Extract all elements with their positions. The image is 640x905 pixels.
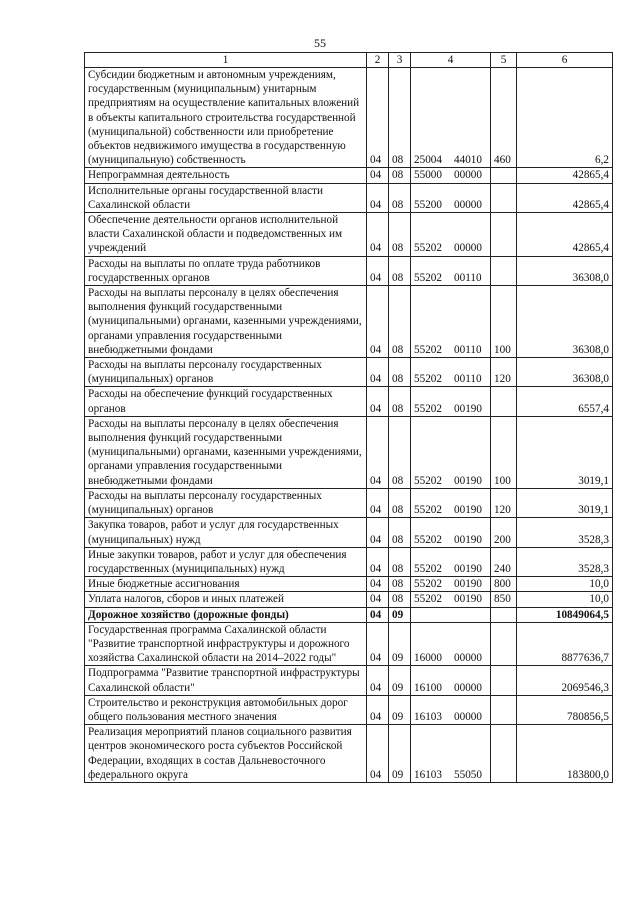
row-csr-program-code: 16103	[414, 710, 442, 723]
row-sum-cell: 3019,1	[517, 488, 613, 517]
row-prz-cell: 08	[389, 488, 411, 517]
row-sum-cell: 6,2	[517, 68, 613, 168]
row-csr-direction-code: 00190	[454, 562, 482, 575]
row-sum-cell: 10849064,5	[517, 607, 613, 622]
row-name-cell: Закупка товаров, работ и услуг для государственных (муниципальных) нужд	[85, 518, 367, 547]
row-vr-cell	[491, 695, 517, 724]
row-prz-cell: 08	[389, 213, 411, 257]
row-csr-direction-code: 00190	[454, 578, 482, 591]
table-row	[85, 358, 613, 387]
row-csr-cell	[411, 168, 491, 183]
table-row	[85, 592, 613, 607]
row-prz-cell: 09	[389, 607, 411, 622]
row-sum-cell: 6557,4	[517, 387, 613, 416]
row-prz-cell: 08	[389, 183, 411, 212]
row-csr-program-code: 55202	[414, 474, 442, 487]
row-vr-cell	[491, 666, 517, 695]
row-name-cell: Подпрограмма "Развитие транспортной инфраструктуры Сахалинской области"	[85, 666, 367, 695]
row-csr-program-code: 16100	[414, 681, 442, 694]
row-csr-direction-code: 00190	[454, 504, 482, 517]
row-prz-cell: 09	[389, 666, 411, 695]
table-row	[85, 183, 613, 212]
row-rz-cell: 04	[367, 416, 389, 488]
row-csr-program-code: 55202	[414, 343, 442, 356]
row-csr-program-code: 55202	[414, 504, 442, 517]
row-vr-cell: 100	[491, 416, 517, 488]
row-rz-cell: 04	[367, 592, 389, 607]
row-csr-cell	[411, 488, 491, 517]
row-vr-cell: 120	[491, 488, 517, 517]
row-csr-cell	[411, 725, 491, 783]
table-row	[85, 68, 613, 168]
row-vr-cell	[491, 168, 517, 183]
row-sum-cell: 780856,5	[517, 695, 613, 724]
row-csr-cell	[411, 518, 491, 547]
row-csr-direction-code: 00000	[454, 169, 482, 182]
row-rz-cell: 04	[367, 387, 389, 416]
table-row	[85, 213, 613, 257]
row-csr-direction-code: 55050	[454, 768, 482, 781]
table-header-row	[85, 53, 613, 68]
row-prz-cell: 08	[389, 387, 411, 416]
row-name-cell: Расходы на выплаты персоналу в целях обеспечения выполнения функций государственными (муниципальными) органами, казенными учреждениями, органами управления государственными внебюджетными фондами	[85, 416, 367, 488]
row-csr-cell	[411, 547, 491, 576]
row-csr-program-code: 25004	[414, 154, 442, 167]
row-csr-direction-code: 00000	[454, 681, 482, 694]
row-prz-cell: 08	[389, 286, 411, 358]
row-csr-cell	[411, 622, 491, 666]
row-name-cell: Обеспечение деятельности органов исполнительной власти Сахалинской области и подведомственных им учреждений	[85, 213, 367, 257]
row-prz-cell: 09	[389, 695, 411, 724]
row-prz-cell: 09	[389, 622, 411, 666]
row-vr-cell	[491, 213, 517, 257]
row-prz-cell: 08	[389, 68, 411, 168]
row-rz-cell: 04	[367, 518, 389, 547]
row-name-cell: Реализация мероприятий планов социального развития центров экономического роста субъектов Российской Федерации, входящих в состав Дальневосточного федерального округа	[85, 725, 367, 783]
row-csr-cell	[411, 256, 491, 285]
row-sum-cell: 36308,0	[517, 358, 613, 387]
row-csr-direction-code: 00000	[454, 242, 482, 255]
row-csr-direction-code: 00190	[454, 474, 482, 487]
table-body	[85, 68, 613, 783]
row-name-cell: Государственная программа Сахалинской области "Развитие транспортной инфраструктуры и дорожного хозяйства Сахалинской области на 2014–2022 годы"	[85, 622, 367, 666]
row-vr-cell	[491, 622, 517, 666]
row-csr-cell	[411, 183, 491, 212]
row-prz-cell: 08	[389, 518, 411, 547]
table-row	[85, 416, 613, 488]
row-name-cell: Иные бюджетные ассигнования	[85, 577, 367, 592]
row-rz-cell: 04	[367, 256, 389, 285]
row-vr-cell	[491, 256, 517, 285]
row-vr-cell: 800	[491, 577, 517, 592]
row-name-cell: Расходы на выплаты персоналу в целях обеспечения выполнения функций государственными (муниципальными) органами, казенными учреждениями, органами управления государственными внебюджетными фондами	[85, 286, 367, 358]
row-vr-cell: 100	[491, 286, 517, 358]
table-row	[85, 666, 613, 695]
row-csr-program-code: 16000	[414, 652, 442, 665]
row-csr-direction-code: 00000	[454, 198, 482, 211]
table-row	[85, 488, 613, 517]
row-sum-cell: 10,0	[517, 592, 613, 607]
row-csr-program-code: 55202	[414, 533, 442, 546]
row-name-cell: Расходы на выплаты по оплате труда работников государственных органов	[85, 256, 367, 285]
row-csr-cell	[411, 286, 491, 358]
row-sum-cell: 42865,4	[517, 183, 613, 212]
header-col-6: 6	[517, 53, 613, 68]
row-sum-cell: 42865,4	[517, 213, 613, 257]
row-rz-cell: 04	[367, 68, 389, 168]
row-csr-program-code: 55202	[414, 271, 442, 284]
row-csr-program-code: 55202	[414, 402, 442, 415]
table-row	[85, 518, 613, 547]
row-rz-cell: 04	[367, 725, 389, 783]
row-vr-cell: 120	[491, 358, 517, 387]
table-row	[85, 168, 613, 183]
row-csr-program-code: 55202	[414, 242, 442, 255]
table-row	[85, 256, 613, 285]
row-rz-cell: 04	[367, 168, 389, 183]
row-vr-cell: 240	[491, 547, 517, 576]
row-sum-cell: 3528,3	[517, 547, 613, 576]
page-number: 55	[314, 36, 326, 50]
row-rz-cell: 04	[367, 183, 389, 212]
row-csr-direction-code: 00000	[454, 652, 482, 665]
table-row	[85, 607, 613, 622]
row-prz-cell: 08	[389, 416, 411, 488]
row-vr-cell: 850	[491, 592, 517, 607]
row-prz-cell: 08	[389, 358, 411, 387]
row-sum-cell: 2069546,3	[517, 666, 613, 695]
row-csr-program-code: 55200	[414, 198, 442, 211]
row-csr-cell	[411, 666, 491, 695]
row-csr-program-code: 16103	[414, 768, 442, 781]
table-row	[85, 725, 613, 783]
row-csr-cell	[411, 592, 491, 607]
table-row	[85, 387, 613, 416]
row-sum-cell: 3019,1	[517, 416, 613, 488]
row-name-cell: Уплата налогов, сборов и иных платежей	[85, 592, 367, 607]
row-csr-direction-code: 00190	[454, 593, 482, 606]
row-name-cell: Дорожное хозяйство (дорожные фонды)	[85, 607, 367, 622]
row-csr-program-code: 55202	[414, 578, 442, 591]
row-csr-program-code: 55000	[414, 169, 442, 182]
row-prz-cell: 09	[389, 725, 411, 783]
table-row	[85, 695, 613, 724]
table-row	[85, 577, 613, 592]
row-rz-cell: 04	[367, 286, 389, 358]
row-csr-direction-code: 00110	[454, 373, 482, 386]
row-rz-cell: 04	[367, 607, 389, 622]
row-name-cell: Исполнительные органы государственной власти Сахалинской области	[85, 183, 367, 212]
row-csr-direction-code: 00190	[454, 402, 482, 415]
row-csr-cell	[411, 416, 491, 488]
row-name-cell: Расходы на выплаты персоналу государственных (муниципальных) органов	[85, 488, 367, 517]
row-rz-cell: 04	[367, 358, 389, 387]
row-name-cell: Непрограммная деятельность	[85, 168, 367, 183]
row-rz-cell: 04	[367, 213, 389, 257]
row-prz-cell: 08	[389, 577, 411, 592]
row-vr-cell: 460	[491, 68, 517, 168]
table-row	[85, 547, 613, 576]
row-csr-cell	[411, 358, 491, 387]
header-col-5: 5	[491, 53, 517, 68]
row-rz-cell: 04	[367, 622, 389, 666]
row-sum-cell: 8877636,7	[517, 622, 613, 666]
row-name-cell: Расходы на обеспечение функций государственных органов	[85, 387, 367, 416]
table-row	[85, 286, 613, 358]
header-col-3: 3	[389, 53, 411, 68]
row-csr-cell	[411, 577, 491, 592]
row-prz-cell: 08	[389, 547, 411, 576]
row-prz-cell: 08	[389, 592, 411, 607]
row-csr-direction-code: 00000	[454, 710, 482, 723]
row-name-cell: Расходы на выплаты персоналу государственных (муниципальных) органов	[85, 358, 367, 387]
row-csr-cell	[411, 68, 491, 168]
row-sum-cell: 183800,0	[517, 725, 613, 783]
row-rz-cell: 04	[367, 488, 389, 517]
row-sum-cell: 10,0	[517, 577, 613, 592]
row-csr-program-code: 55202	[414, 593, 442, 606]
row-sum-cell: 36308,0	[517, 286, 613, 358]
row-csr-cell	[411, 607, 491, 622]
row-vr-cell	[491, 607, 517, 622]
header-col-2: 2	[367, 53, 389, 68]
row-prz-cell: 08	[389, 168, 411, 183]
row-csr-direction-code: 44010	[454, 154, 482, 167]
table-row	[85, 622, 613, 666]
row-rz-cell: 04	[367, 695, 389, 724]
row-rz-cell: 04	[367, 547, 389, 576]
row-name-cell: Иные закупки товаров, работ и услуг для обеспечения государственных (муниципальных) нужд	[85, 547, 367, 576]
row-name-cell: Строительство и реконструкция автомобильных дорог общего пользования местного значения	[85, 695, 367, 724]
row-csr-direction-code: 00110	[454, 271, 482, 284]
row-csr-cell	[411, 695, 491, 724]
row-prz-cell: 08	[389, 256, 411, 285]
row-vr-cell	[491, 183, 517, 212]
budget-table	[84, 52, 613, 783]
row-csr-direction-code: 00190	[454, 533, 482, 546]
row-name-cell: Субсидии бюджетным и автономным учреждениям, государственным (муниципальным) унитарным предприятиям на осуществление капитальных вложений в объекты капитального строительства государственной (муниципальной) собственности или приобретение объектов недвижимого имущества в государственную (муниципальную) собственность	[85, 68, 367, 168]
row-rz-cell: 04	[367, 666, 389, 695]
row-rz-cell: 04	[367, 577, 389, 592]
header-col-4: 4	[411, 53, 491, 68]
row-sum-cell: 42865,4	[517, 168, 613, 183]
row-sum-cell: 3528,3	[517, 518, 613, 547]
row-csr-direction-code: 00110	[454, 343, 482, 356]
row-vr-cell: 200	[491, 518, 517, 547]
row-csr-program-code: 55202	[414, 562, 442, 575]
row-csr-cell	[411, 213, 491, 257]
row-csr-cell	[411, 387, 491, 416]
row-sum-cell: 36308,0	[517, 256, 613, 285]
row-vr-cell	[491, 725, 517, 783]
row-vr-cell	[491, 387, 517, 416]
row-csr-program-code: 55202	[414, 373, 442, 386]
header-col-1: 1	[85, 53, 367, 68]
